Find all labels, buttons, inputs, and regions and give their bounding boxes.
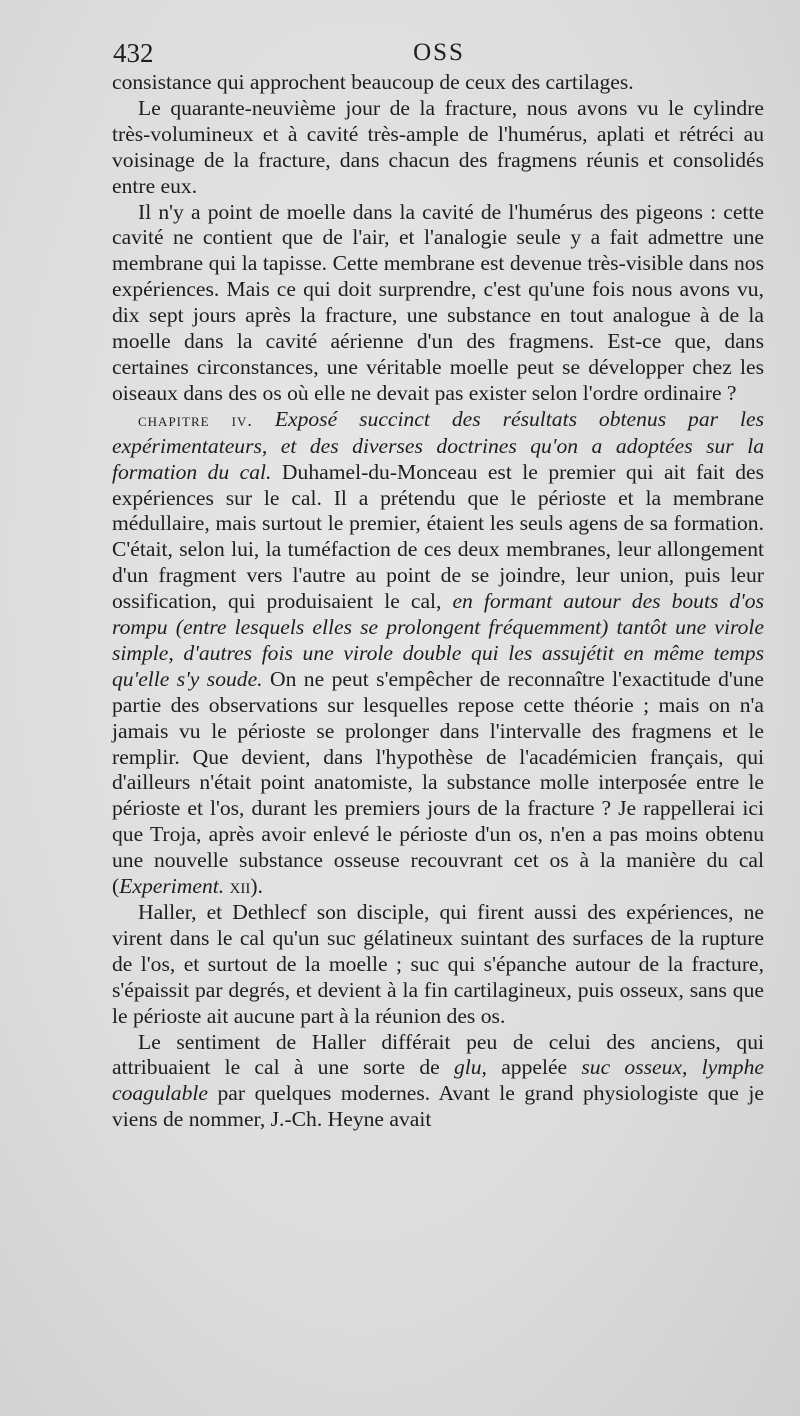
paragraph-haller-sentiment — [112, 1030, 764, 1134]
chapter-text-experiment-number: xii). — [224, 874, 263, 899]
haller-text-e: par quelques modernes. Avant le grand physiologiste que je viens de nommer, J.-Ch. Heyne avait — [112, 1081, 764, 1132]
body-text — [112, 70, 764, 1133]
chapter-text-virole-quote: en formant autour des bouts d'os rompu (entre lesquels elles se prolongent fréquemment) tantôt une virole simple, d'autres fois une virole double qui les assujétit en même temps qu'elle s'y soude. — [112, 589, 764, 691]
haller-text-suc-osseux: suc osseux, lymphe coagulable — [112, 1055, 764, 1106]
page-number: 432 — [113, 38, 154, 68]
chapter-text-duhamel: Duhamel-du-Monceau est le premier qui ait fait des expériences sur le cal. Il a prétendu que le périoste et la membrane médullaire, mais surtout le premier, étaient les seuls agens de sa formation. C'était, selon lui, la tuméfaction de ces deux membranes, leur allongement d'un fragment vers l'autre au point de se joindre, leur union, puis leur ossification, qui produisaient le cal, — [112, 459, 764, 614]
paragraph-humerus-49th-day: Le quarante-neuvième jour de la fracture, nous avons vu le cylindre très-volumineux et à cavité très-ample de l'humérus, aplati et rétréci au voisinage de la fracture, dans chacun des fragmens réunis et consolidés entre eux. — [112, 95, 764, 198]
paragraph-continuation: consistance qui approchent beaucoup de ceux des cartilages. — [112, 70, 634, 94]
chapter-label: chapitre iv. — [138, 409, 253, 430]
running-head: OSS — [413, 39, 465, 66]
chapter-text-troja: On ne peut s'empêcher de reconnaître l'exactitude d'une partie des observations sur lesquelles repose cette théorie ; mais on n'a jamais vu le périoste se prolonger dans l'intervalle des fragmens et le remplir. Que devient, dans l'hypothèse de l'académicien français, qui d'ailleurs n'était point anatomiste, la substance molle interposée entre le périoste et l'os, durant les premiers jours de la fracture ? Je rappellerai ici que Troja, après avoir enlevé le périoste d'un os, n'en a pas moins obtenu une nouvelle substance osseuse recouvrant cet os à la manière du cal ( — [112, 666, 764, 899]
chapter-title: Exposé succinct des résultats obtenus par les expérimentateurs, et des diverses doctrines qu'on a adoptées sur la formation du cal. — [112, 406, 765, 484]
chapter-text-experiment-ref: Experiment. — [119, 874, 225, 899]
paragraph-chapter-iv — [112, 407, 764, 900]
paragraph-pigeon-marrow: Il n'y a point de moelle dans la cavité de l'humérus des pigeons : cette cavité ne contient que de l'air, et l'analogie seule y a fait admettre une membrane qui la tapisse. Cette membrane est devenue très-visible dans nos expériences. Mais ce qui doit surprendre, c'est qu'une fois nous avons vu, dix sept jours après la fracture, une substance en tout analogue à de la moelle dans la cavité aérienne d'un des fragmens. Est-ce que, dans certaines circonstances, une véritable moelle peut se développer chez les oiseaux dans des os où elle ne devait pas exister selon l'ordre ordinaire ? — [112, 199, 764, 405]
paragraph-haller: Haller, et Dethlecf son disciple, qui firent aussi des expériences, ne virent dans le cal qu'un suc gélatineux suintant des surfaces de la rupture de l'os, et surtout de la moelle ; suc qui s'épanche autour de la fracture, s'épaissit par degrés, et devient à la fin cartilagineux, puis osseux, sans que le périoste ait aucune part à la réunion des os. — [112, 900, 764, 1028]
haller-text-c: , appelée — [481, 1055, 582, 1080]
haller-text-a: Le sentiment de Haller différait peu de celui des anciens, qui attribuaient le cal à une sorte de — [112, 1029, 764, 1080]
haller-text-glu: glu — [453, 1055, 482, 1080]
